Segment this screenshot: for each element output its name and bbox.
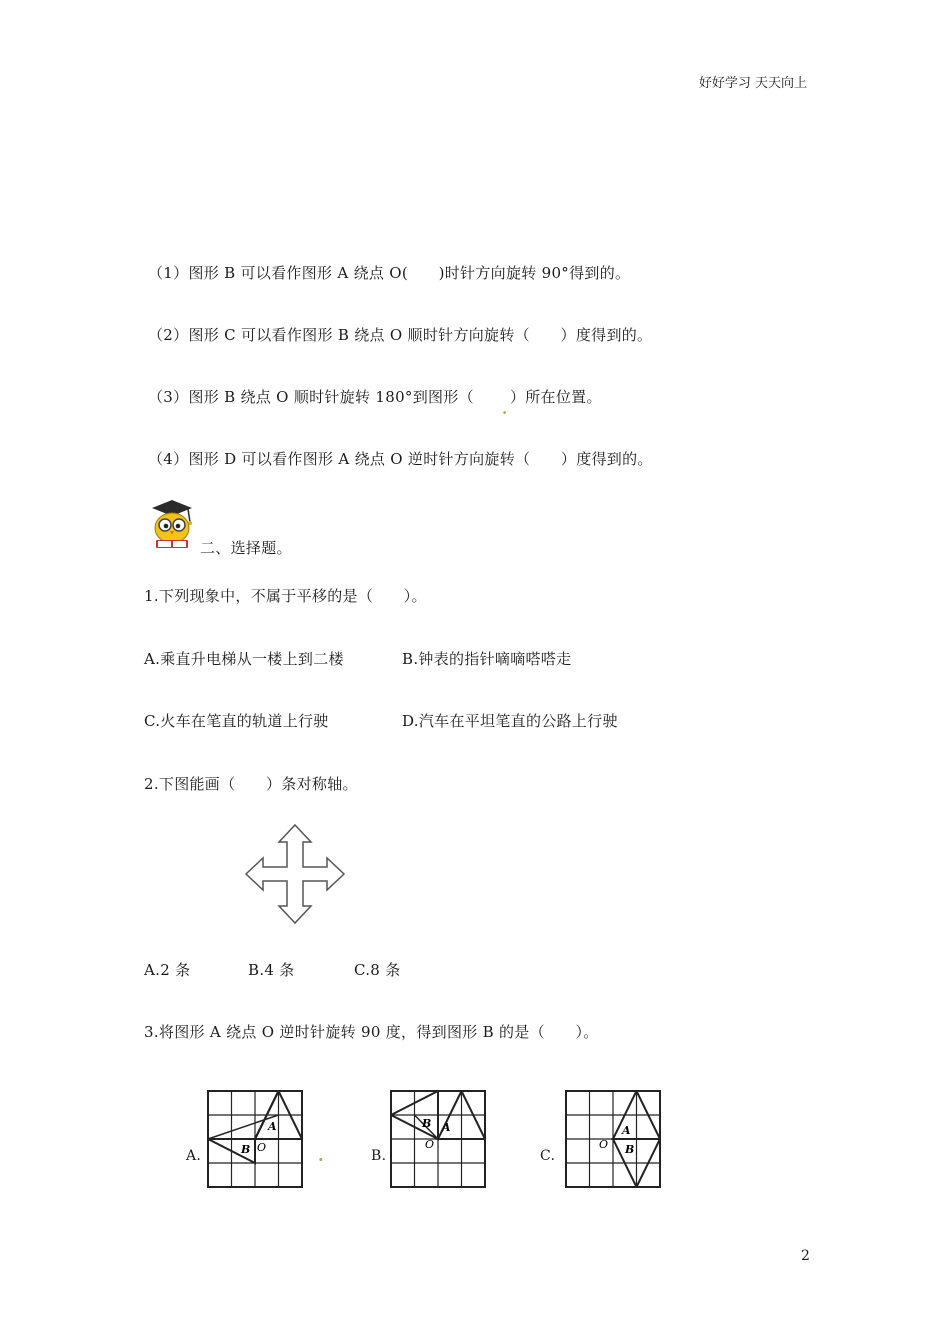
part1-question-3: （3）图形 B 绕点 O 顺时针旋转 180°到图形（ . ）所在位置。 xyxy=(148,388,602,418)
figure-c-label-b: B xyxy=(625,1143,635,1156)
part1-question-2: （2）图形 C 可以看作图形 B 绕点 O 顺时针方向旋转（ ）度得到的。 xyxy=(148,326,653,344)
question-3-option-a-label: A. xyxy=(186,1148,202,1164)
question-2-option-c: C.8 条 xyxy=(354,961,401,979)
question-1-stem: 1.下列现象中，不属于平移的是（ ）。 xyxy=(144,587,427,605)
question-2-option-a: A.2 条 xyxy=(144,961,191,979)
question-1-option-c: C.火车在笔直的轨道上行驶 xyxy=(144,712,329,730)
question-3-option-b-label: B. xyxy=(371,1148,387,1164)
figure-a-label-b: B xyxy=(241,1143,251,1156)
question-3-figure-c xyxy=(565,1090,661,1188)
stray-dot: . xyxy=(318,1146,324,1165)
page-header: 好好学习 天天向上 xyxy=(698,76,807,91)
owl-graduate-icon xyxy=(144,496,200,552)
question-2-option-b: B.4 条 xyxy=(248,961,295,979)
part1-question-1: （1）图形 B 可以看作图形 A 绕点 O( )时针方向旋转 90°得到的。 xyxy=(148,264,631,282)
figure-a-label-a: A xyxy=(268,1120,277,1133)
question-3-figure-a xyxy=(207,1090,303,1188)
question-2-stem: 2.下图能画（ ）条对称轴。 xyxy=(144,775,358,793)
figure-a-label-o: O xyxy=(257,1141,267,1154)
figure-c-label-a: A xyxy=(622,1124,631,1137)
part1-question-4: （4）图形 D 可以看作图形 A 绕点 O 逆时针方向旋转（ ）度得到的。 xyxy=(148,450,653,468)
page-number: 2 xyxy=(801,1248,810,1264)
question-3-stem: 3.将图形 A 绕点 O 逆时针旋转 90 度，得到图形 B 的是（ ）。 xyxy=(144,1023,599,1041)
figure-c-label-o: O xyxy=(599,1138,609,1151)
figure-b-label-o: O xyxy=(425,1138,435,1151)
figure-b-label-a: A xyxy=(442,1121,451,1134)
part1-question-3-end: ）所在位置。 xyxy=(509,388,602,406)
section-2-title: 二、选择题。 xyxy=(200,539,292,557)
question-3-option-c-label: C. xyxy=(540,1148,556,1164)
question-1-option-b: B.钟表的指针嘀嘀嗒嗒走 xyxy=(402,650,572,668)
part1-question-3-start: （3）图形 B 绕点 O 顺时针旋转 180°到图形（ xyxy=(148,388,474,406)
figure-b-label-b: B xyxy=(422,1117,432,1130)
four-way-arrow-icon xyxy=(244,822,346,926)
question-1-option-d: D.汽车在平坦笔直的公路上行驶 xyxy=(402,712,618,730)
question-1-option-a: A.乘直升电梯从一楼上到二楼 xyxy=(144,650,344,668)
question-3-figure-b xyxy=(390,1090,486,1188)
